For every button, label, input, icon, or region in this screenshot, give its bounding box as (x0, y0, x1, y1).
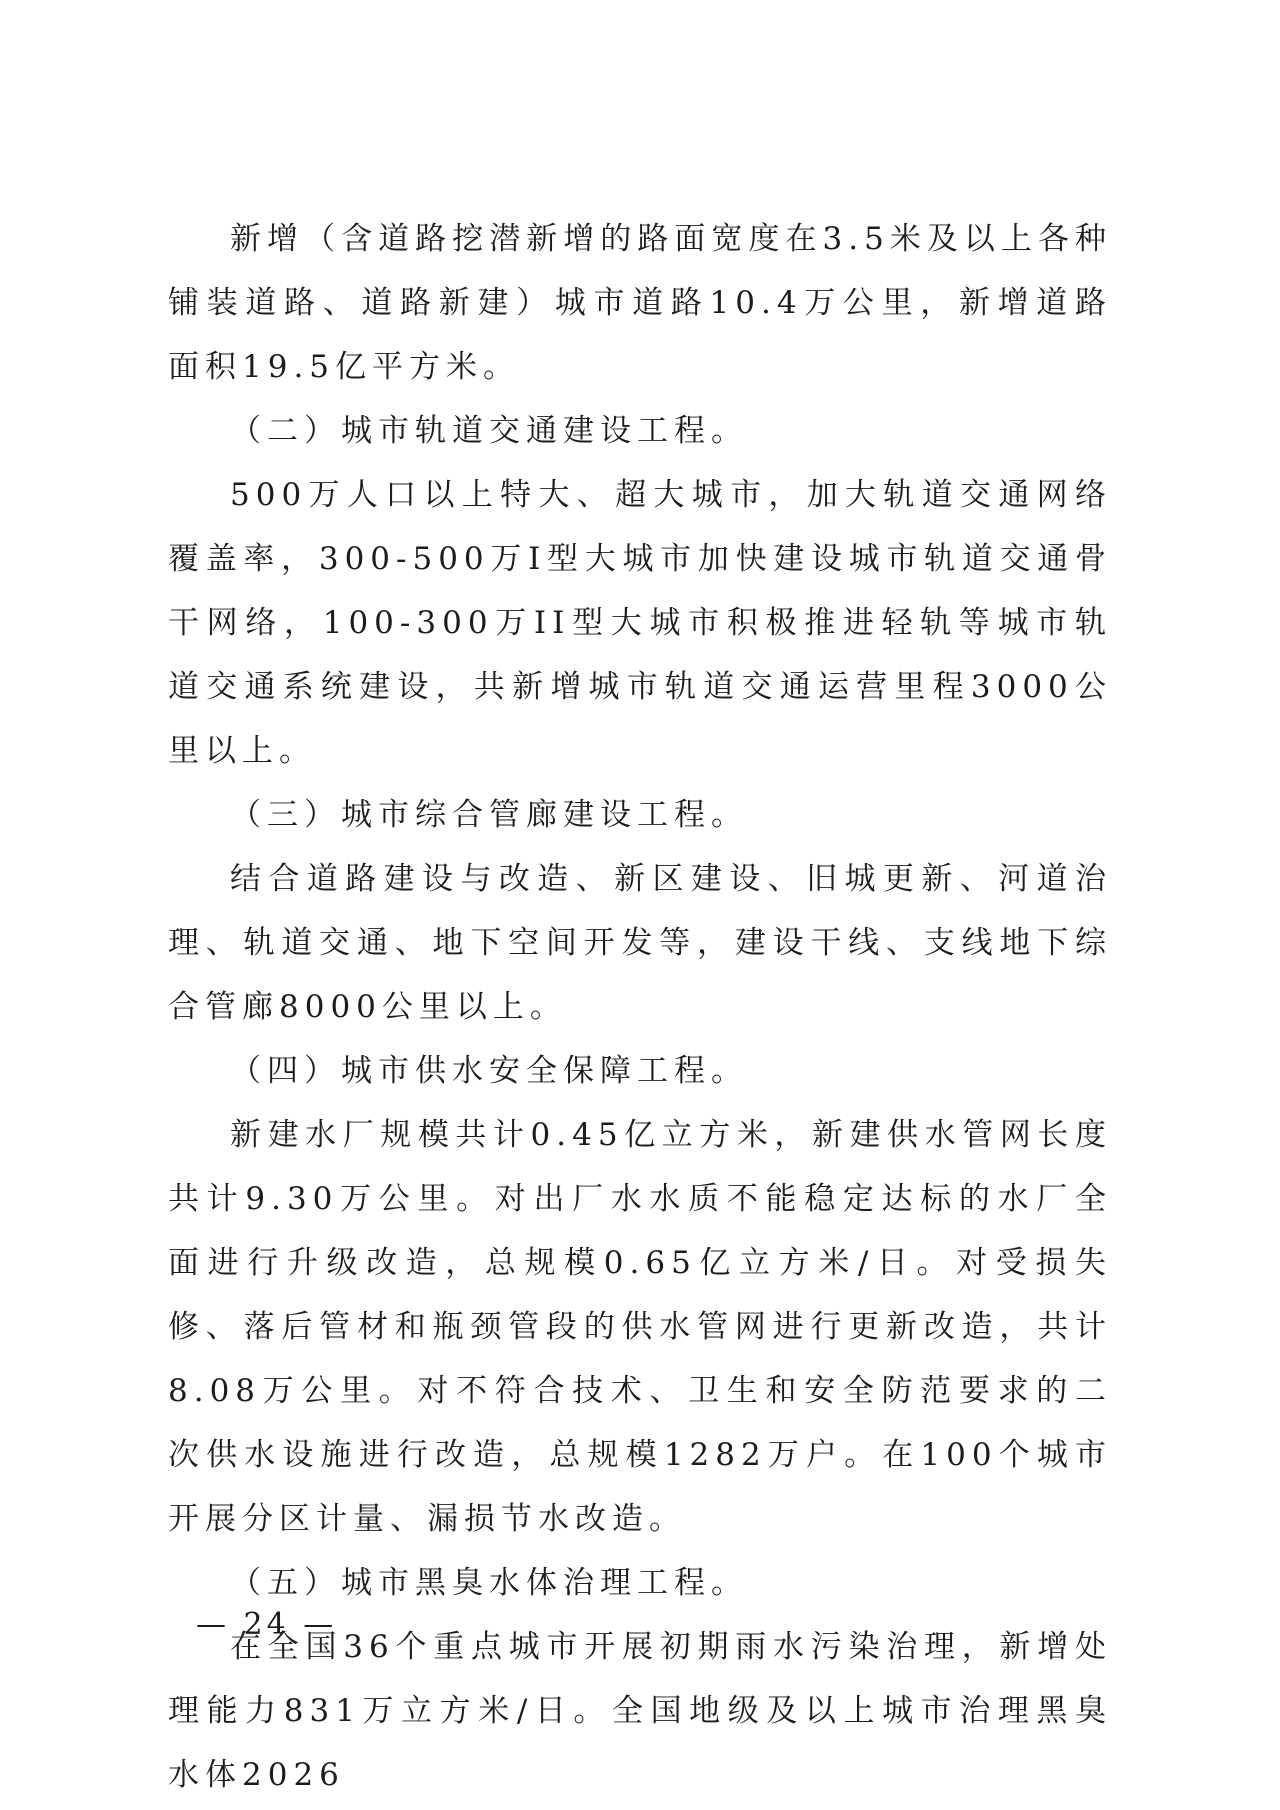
paragraph-black-odorous-water: 在全国36个重点城市开展初期雨水污染治理，新增处理能力831万立方米/日。全国地级及以上城市治理黑臭水体2026 (168, 1629, 1112, 1793)
paragraph-urban-roads: 新增（含道路挖潜新增的路面宽度在3.5米及以上各种铺装道路、道路新建）城市道路10.4万公里，新增道路面积19.5亿平方米。 (168, 221, 1112, 385)
paragraph-utility-tunnel: 结合道路建设与改造、新区建设、旧城更新、河道治理、轨道交通、地下空间开发等，建设干线、支线地下综合管廊8000公里以上。 (168, 861, 1112, 1025)
section-heading-black-odorous-water: （五）城市黑臭水体治理工程。 (230, 1565, 748, 1601)
document-body (168, 207, 1112, 1807)
section-heading-utility-tunnel: （三）城市综合管廊建设工程。 (230, 797, 748, 833)
section-heading-rail-transit: （二）城市轨道交通建设工程。 (230, 413, 748, 449)
paragraph-rail-transit: 500万人口以上特大、超大城市，加大轨道交通网络覆盖率，300-500万I型大城市加快建设城市轨道交通骨干网络，100-300万II型大城市积极推进轻轨等城市轨道交通系统建设，共新增城市轨道交通运营里程3000公里以上。 (168, 477, 1112, 769)
paragraph-water-supply: 新建水厂规模共计0.45亿立方米，新建供水管网长度共计9.30万公里。对出厂水水质不能稳定达标的水厂全面进行升级改造，总规模0.65亿立方米/日。对受损失修、落后管材和瓶颈管段的供水管网进行更新改造，共计8.08万公里。对不符合技术、卫生和安全防范要求的二次供水设施进行改造，总规模1282万户。在100个城市开展分区计量、漏损节水改造。 (168, 1117, 1112, 1537)
section-heading-water-supply: （四）城市供水安全保障工程。 (230, 1053, 748, 1089)
page-number: — 24 — (196, 1607, 338, 1642)
